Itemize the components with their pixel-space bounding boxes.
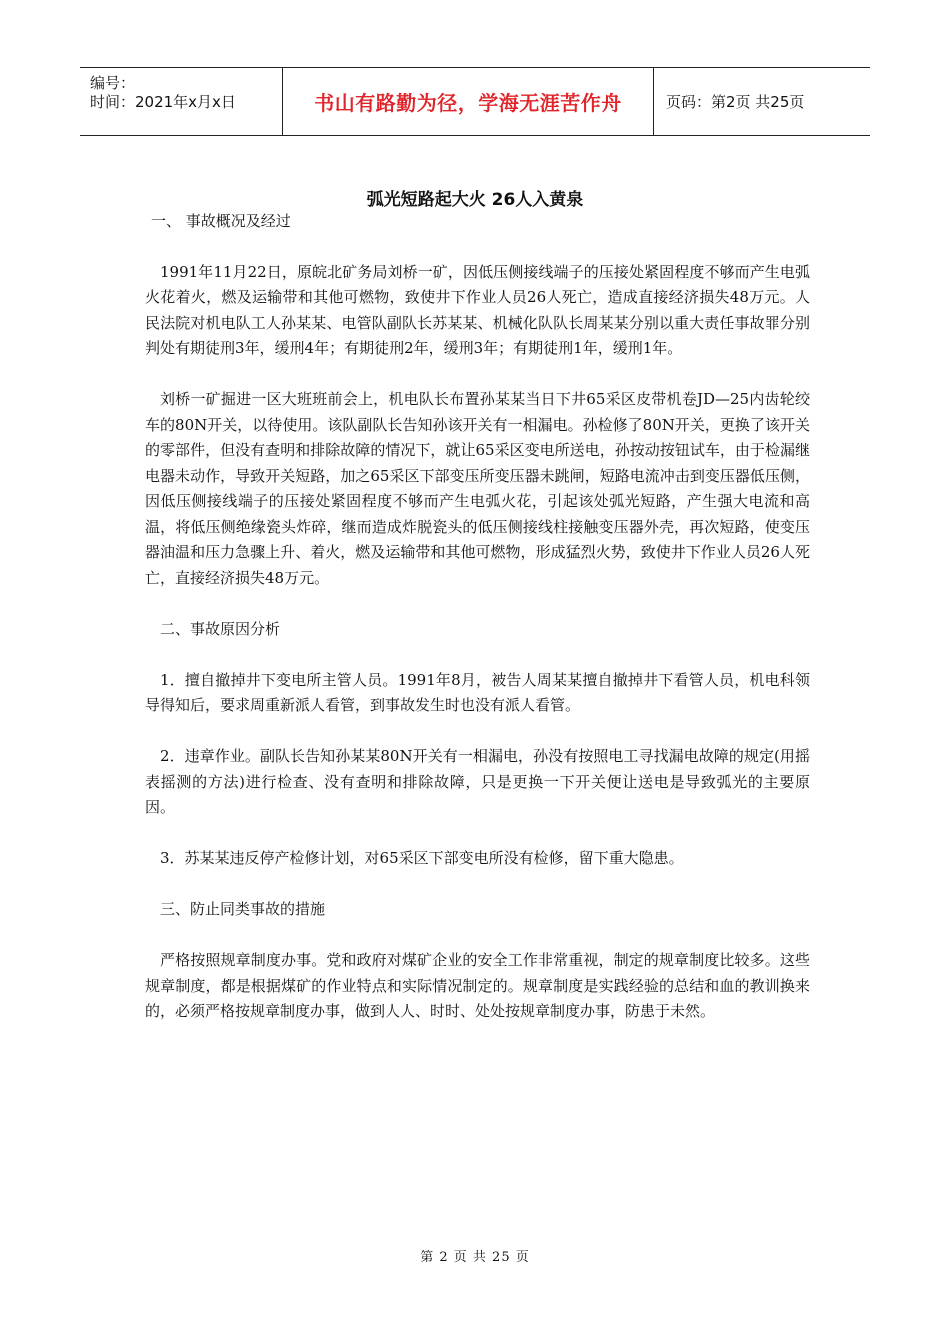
page-footer: 第 2 页 共 25 页 (420, 1250, 530, 1265)
section-heading-3: 三、防止同类事故的措施 (160, 900, 326, 918)
document-title: 弧光短路起大火 26人入黄泉 (366, 190, 584, 210)
document-body (145, 209, 810, 1050)
section-heading-1: 一、 事故概况及经过 (151, 212, 291, 230)
section-heading-2: 二、事故原因分析 (160, 619, 281, 638)
page-code-text: 页码：第2页 共25页 (666, 93, 805, 111)
paragraph-cause-1: 1．擅自撤掉井下变电所主管人员。1991年8月，被告人周某某擅自撤掉井下看管人员，机电科领导得知后，要求周重新派人看管，到事故发生时也没有派人看管。 (145, 670, 810, 714)
header-motto-cell (282, 68, 654, 135)
page-header (80, 67, 870, 136)
motto-text: 书山有路勤为径，学海无涯苦作舟 (314, 91, 622, 115)
paragraph-cause-3: 3．苏某某违反停产检修计划，对65采区下部变电所没有检修，留下重大隐患。 (160, 849, 684, 867)
time-label: 时间：2021年x月x日 (90, 93, 236, 111)
number-label: 编号： (90, 74, 136, 92)
paragraph-cause-2: 2．违章作业。副队长告知孙某某80N开关有一相漏电，孙没有按照电工寻找漏电故障的规定(用摇表摇测的方法)进行检查、没有查明和排除故障，只是更换一下开关便让送电是导致弧光的主要原因。 (145, 747, 810, 816)
paragraph-measures: 严格按照规章制度办事。党和政府对煤矿企业的安全工作非常重视，制定的规章制度比较多。这些规章制度，都是根据煤矿的作业特点和实际情况制定的。规章制度是实践经验的总结和血的教训换来的，必须严格按规章制度办事，做到人人、时时、处处按规章制度办事，防患于未然。 (145, 951, 810, 1020)
paragraph-process: 刘桥一矿掘进一区大班班前会上，机电队长布置孙某某当日下井65采区皮带机卷JD—25内齿轮绞车的80N开关，以待使用。该队副队长告知孙该开关有一相漏电。孙检修了80N开关，更换了该开关的零部件，但没有查明和排除故障的情况下，就让65采区变电所送电，孙按动按钮试车，由于检漏继电器未动作，导致开关短路，加之65采区下部变压所变压器未跳闸，短路电流冲击到变压器低压侧，因低压侧接线端子的压接处紧固程度不够而产生电弧火花，引起该处弧光短路，产生强大电流和高温，将低压侧绝缘瓷头炸碎，继而造成炸脱瓷头的低压侧接线柱接触变压器外壳，再次短路，使变压器油温和压力急骤上升、着火，燃及运输带和其他可燃物，形成猛烈火势，致使井下作业人员26人死亡，直接经济损失48万元。 (145, 390, 810, 587)
paragraph-overview: 1991年11月22日，原皖北矿务局刘桥一矿，因低压侧接线端子的压接处紧固程度不够而产生电弧火花着火，燃及运输带和其他可燃物，致使井下作业人员26人死亡，造成直接经济损失48万元。人民法院对机电队工人孙某某、电管队副队长苏某某、机械化队队长周某某分别以重大责任事故罪分别判处有期徒刑3年，缓刑4年；有期徒刑2年，缓刑3年；有期徒刑1年，缓刑1年。 (145, 262, 810, 357)
header-info (80, 68, 282, 135)
header-page-code (654, 68, 870, 135)
